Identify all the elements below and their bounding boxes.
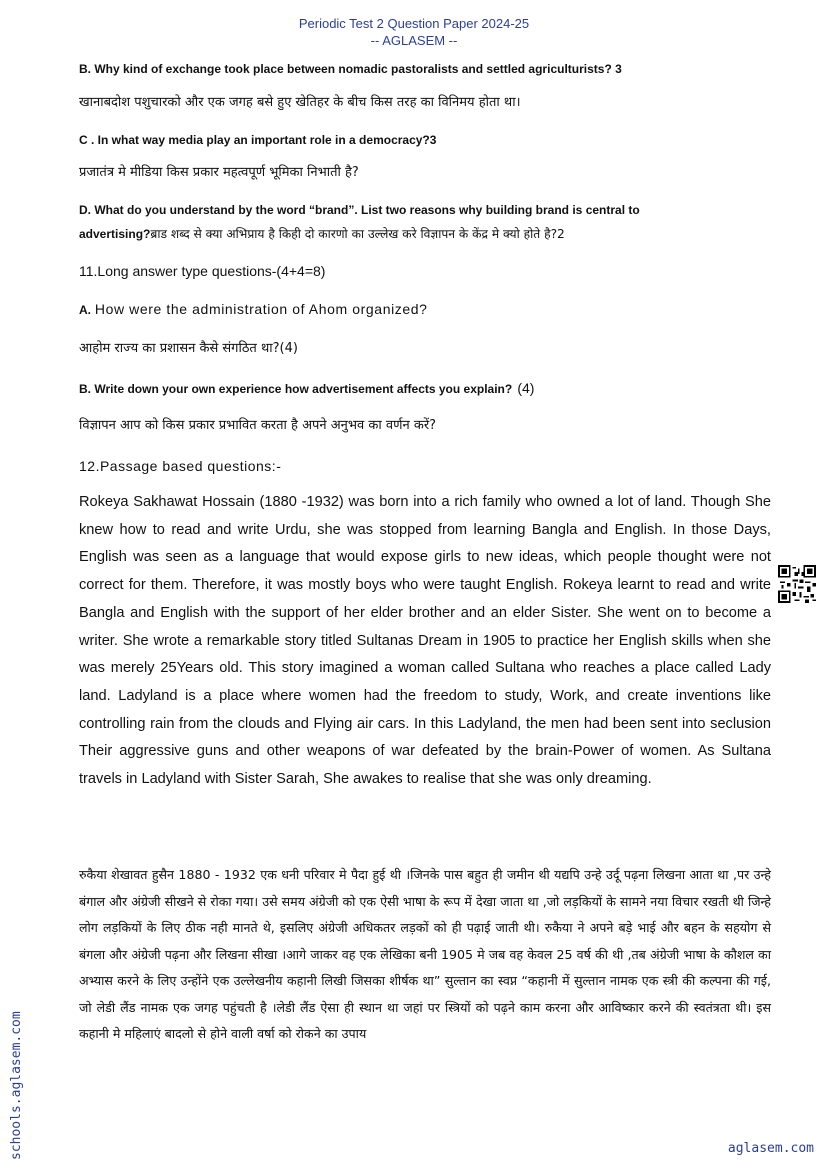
- question-11a-hindi: आहोम राज्य का प्रशासन कैसे संगठित था?(4): [79, 341, 298, 356]
- question-11b-english: [79, 378, 771, 397]
- question-10d-line2: [79, 223, 771, 244]
- question-10b-hindi: खानाबदोश पशुचारको और एक जगह बसे हुए खेतिहर के बीच किस तरह का विनिमय होता था।: [79, 95, 521, 110]
- section-12-heading: 12.Passage based questions:-: [79, 458, 282, 474]
- paper-subtitle: -- AGLASEM --: [370, 33, 458, 48]
- passage-english: Rokeya Sakhawat Hossain (1880 -1932) was born into a rich family who owned a lot of land. Though She knew how to read and write Urdu, she was stopped from learning Bangla and English. In those Days, English was seen as a language that would expose girls to new ideas, which people thought were not correct for them. Therefore, it was mostly boys who were taught English. Rokeya learnt to read and write Bangla and English with the support of her elder brother and an elder Sister. She went on to become a writer. She wrote a remarkable story titled Sultanas Dream in 1905 to practice her English skills when she was merely 25Years old. This story imagined a woman called Sultana who reaches a place called Lady land. Ladyland is a place where women had the freedom to study, Work, and create inventions like controlling rain from the clouds and Flying air cars. In this Ladyland, the men had been sent into seclusion Their aggressive guns and other weapons of war defeated by the brain-Power of women. As Sultana travels in Ladyland with Sister Sarah, She awakes to realise that she was only dreaming.: [79, 494, 771, 788]
- question-10d-english-line2: advertising?: [79, 227, 151, 241]
- question-10b-english: B. Why kind of exchange took place between nomadic pastoralists and settled agriculturists? 3: [79, 62, 622, 76]
- footer-watermark: aglasem.com: [727, 1141, 814, 1156]
- passage-hindi: रुकैया शेखावत हुसैन 1880 - 1932 एक धनी परिवार मे पैदा हुई थी ।जिनके पास बहुत ही जमीन थी यद्यपि उन्हे उर्दू पढ़ना लिखना आता था ,पर उन्हे बंगाल और अंग्रेजी सीखने से रोका गया। उसे समय अंग्रेजी को एक ऐसी भाषा के रूप में देखा जाता था ,जो लड़कियों के सामने नया विचार रखती थी जिन्हे लोग लड़कियों के लिए ठीक नही मानते थे, इसलिए अंग्रेजी अधिकतर लड़कों को ही पढ़ाई जाती थी। रुकैया ने अपने बड़े भाई और बहन के सहयोग से बंगला और अंग्रेजी पढ़ना और लिखना सीखा ।आगे जाकर वह एक लेखिका बनी 1905 मे जब वह केवल 25 वर्ष की थी ,तब अंग्रेजी भाषा के कौशल का अभ्यास करने के लिए उन्होंने एक उल्लेखनीय कहानी लिखी जिसका शीर्षक था” सुल्तान का स्वप्न “कहानी में सुल्तान नामक एक स्त्री की कल्पना की गई, जो लेडी लैंड नामक एक जगह पहुंचती है ।लेडी लैंड ऐसा ही स्थान था जहां पर स्त्रियों को पढ़ने काम करना और आविष्कार करने की स्वतंत्रता थी। इस कहानी मे महिलाएं बादलो से होने वाली वर्षा को रोकने का उपाय: [79, 867, 771, 1041]
- question-10c-english: C . In what way media play an important role in a democracy?3: [79, 133, 437, 147]
- side-watermark: schools.aglasem.com: [9, 1011, 24, 1160]
- question-10d-english-line1: D. What do you understand by the word “brand”. List two reasons why building brand is central to: [79, 203, 640, 217]
- question-10d-hindi: ब्राड शब्द से क्या अभिप्राय है किही दो कारणो का उल्लेख करे विज्ञापन के केंद्र मे क्यो होते है?2: [150, 227, 565, 241]
- section-11-heading: 11.Long answer type questions-(4+4=8): [79, 263, 326, 279]
- question-11a-english: [79, 300, 771, 319]
- question-11b-label: B. Write down your own experience how advertisement affects you explain?: [79, 382, 513, 396]
- qr-code: [778, 565, 816, 603]
- question-11a-label: A.: [79, 303, 91, 317]
- question-10c-hindi: प्रजातंत्र मे मीडिया किस प्रकार महत्वपूर्ण भूमिका निभाती है?: [79, 165, 359, 180]
- question-11b-marks: (4): [517, 380, 535, 396]
- paper-title: Periodic Test 2 Question Paper 2024-25: [298, 16, 530, 31]
- question-11b-hindi: विज्ञापन आप को किस प्रकार प्रभावित करता है अपने अनुभव का वर्णन करें?: [79, 418, 437, 433]
- question-11a-text: How were the administration of Ahom organized?: [94, 301, 428, 317]
